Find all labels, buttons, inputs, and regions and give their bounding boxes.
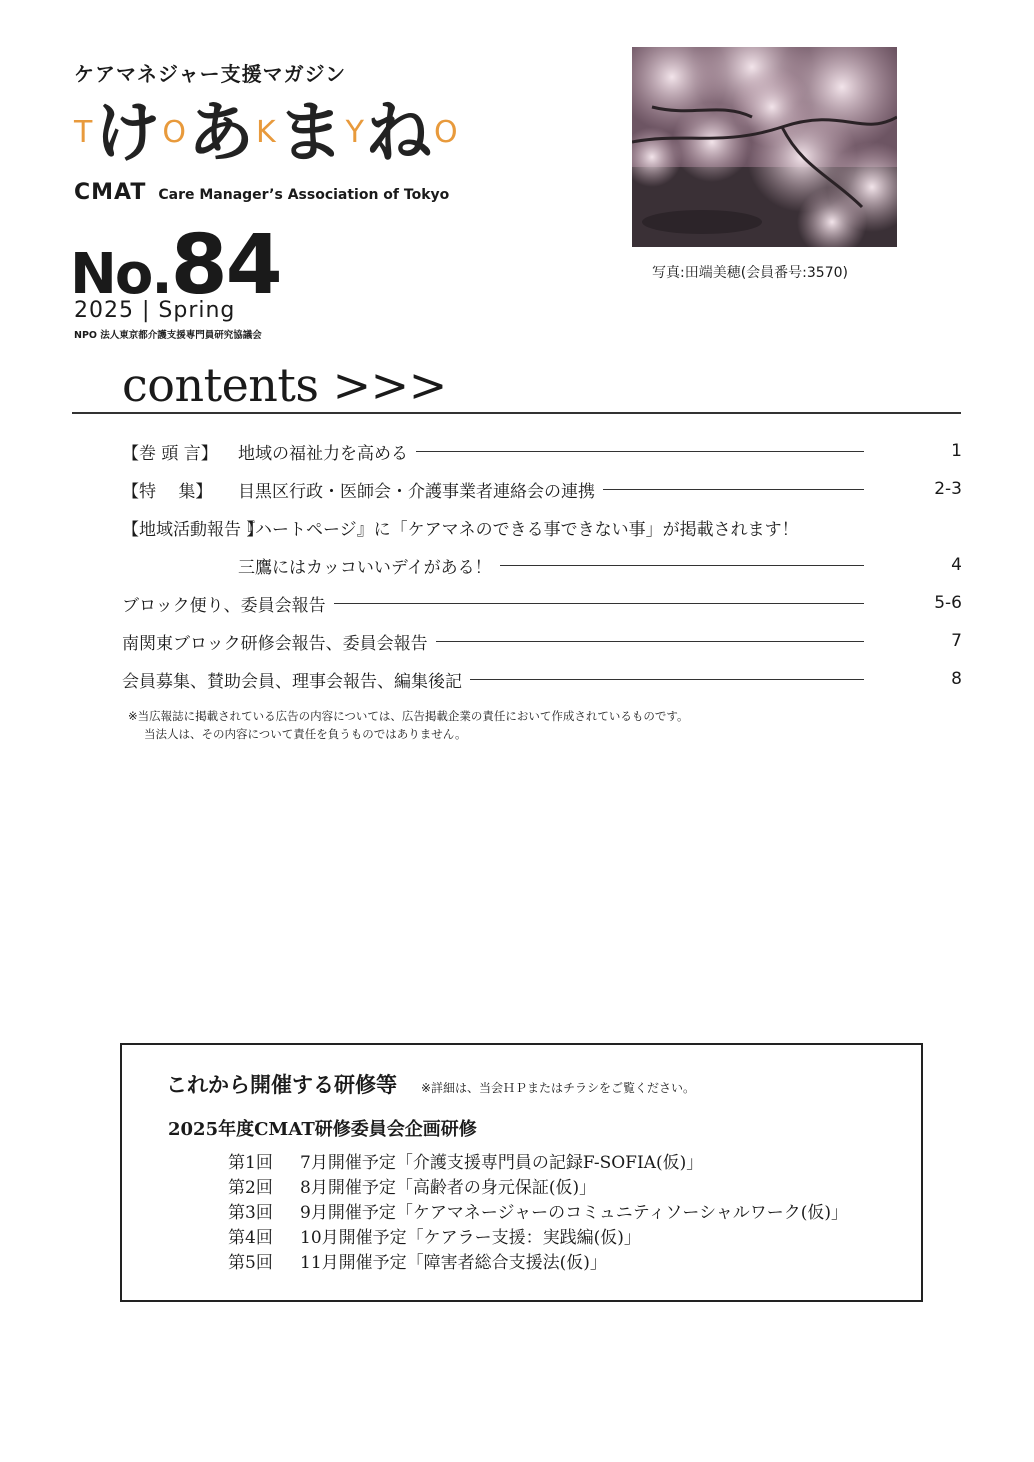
session-description: 8月開催予定「高齢者の身元保証(仮)」 — [300, 1178, 597, 1198]
org-abbreviation: CMAT — [74, 180, 147, 205]
session-round: 第4回 — [228, 1228, 273, 1248]
session-round: 第2回 — [228, 1178, 273, 1198]
session-description: 9月開催予定「ケアマネージャーのコミュニティソーシャルワーク(仮)」 — [300, 1203, 849, 1223]
advertising-disclaimer — [128, 707, 688, 743]
logo-glyph: O — [433, 115, 458, 150]
toc-title: 目黒区行政・医師会・介護事業者連絡会の連携 — [238, 481, 595, 502]
session-round: 第1回 — [228, 1153, 273, 1173]
logo-glyph: O — [162, 115, 186, 150]
org-full-name: Care Manager’s Association of Tokyo — [158, 187, 450, 203]
disclaimer-line-1: ※当広報誌に掲載されている広告の内容については、広告掲載企業の責任において作成されているものです。 — [128, 709, 689, 723]
toc-category: 【巻 頭 言】 — [122, 443, 218, 464]
organization-line — [74, 180, 449, 205]
toc-item — [122, 436, 962, 466]
toc-category: 【特 集】 — [122, 481, 213, 502]
photo-caption: 写真:田端美穂(会員番号:3570) — [652, 265, 848, 281]
toc-category: 【地域活動報告 】 — [122, 519, 264, 540]
session-description: 7月開催予定「介護支援専門員の記録F-SOFIA(仮)」 — [300, 1153, 704, 1173]
magazine-logo — [72, 88, 460, 178]
training-sessions — [228, 1151, 848, 1276]
toc-leader-line — [470, 679, 864, 680]
training-session — [228, 1151, 848, 1176]
training-title: これから開催する研修等 — [166, 1072, 397, 1097]
toc-leader-line — [416, 451, 864, 452]
training-session — [228, 1226, 848, 1251]
logo-glyph: Y — [345, 115, 364, 150]
issue-value: 84 — [170, 218, 281, 313]
toc-item — [122, 664, 962, 694]
session-description: 11月開催予定「障害者総合支援法(仮)」 — [300, 1253, 607, 1273]
toc-title: 三鷹にはカッコいいデイがある！ — [238, 557, 492, 578]
training-session — [228, 1176, 848, 1201]
training-subtitle: 2025年度CMAT研修委員会企画研修 — [168, 1119, 477, 1140]
cherry-blossom-photo — [632, 47, 897, 247]
logo-glyph: ね — [365, 94, 432, 171]
issue-prefix: No. — [70, 242, 171, 307]
session-description: 10月開催予定「ケアラー支援：実践編(仮)」 — [300, 1228, 641, 1248]
toc-title: 南関東ブロック研修会報告、委員会報告 — [122, 633, 428, 654]
toc-item — [122, 512, 962, 542]
toc-item — [122, 474, 962, 504]
publisher-name: NPO 法人東京都介護支援専門員研究協議会 — [74, 330, 262, 341]
toc-page-number: 1 — [951, 441, 962, 461]
training-header — [166, 1069, 695, 1099]
logo-glyph: あ — [187, 94, 254, 171]
training-note: ※詳細は、当会ＨＰまたはチラシをご覧ください。 — [421, 1081, 696, 1095]
logo-glyph: T — [74, 115, 93, 150]
toc-leader-line — [603, 489, 864, 490]
logo-glyph: K — [255, 115, 276, 150]
session-round: 第3回 — [228, 1203, 273, 1223]
toc-leader-line — [334, 603, 864, 604]
contents-divider — [72, 412, 961, 414]
logo-glyph: ま — [277, 94, 344, 171]
toc-leader-line — [500, 565, 864, 566]
issue-season: 2025 | Spring — [74, 298, 236, 323]
training-session — [228, 1201, 848, 1226]
toc-item — [238, 550, 962, 580]
contents-heading: contents >>> — [122, 358, 447, 412]
toc-page-number: 7 — [951, 631, 962, 651]
magazine-subtitle: ケアマネジャー支援マガジン — [74, 62, 347, 86]
toc-title: 『ハートページ』に「ケアマネのできる事できない事」が掲載されます！ — [238, 519, 799, 540]
toc-item — [122, 626, 962, 656]
training-session — [228, 1251, 848, 1276]
toc-leader-line — [436, 641, 864, 642]
toc-title: 地域の福祉力を高める — [238, 443, 408, 464]
toc-page-number: 8 — [951, 669, 962, 689]
upcoming-training-box — [120, 1043, 923, 1302]
session-round: 第5回 — [228, 1253, 273, 1273]
toc-item — [122, 588, 962, 618]
logo-glyph: け — [94, 94, 161, 171]
toc-page-number: 5-6 — [934, 593, 962, 613]
toc-page-number: 2-3 — [934, 479, 962, 499]
toc-page-number: 4 — [951, 555, 962, 575]
toc-title: ブロック便り、委員会報告 — [122, 595, 326, 616]
disclaimer-line-2: 当法人は、その内容について責任を負うものではありません。 — [144, 727, 467, 741]
toc-title: 会員募集、賛助会員、理事会報告、編集後記 — [122, 671, 462, 692]
